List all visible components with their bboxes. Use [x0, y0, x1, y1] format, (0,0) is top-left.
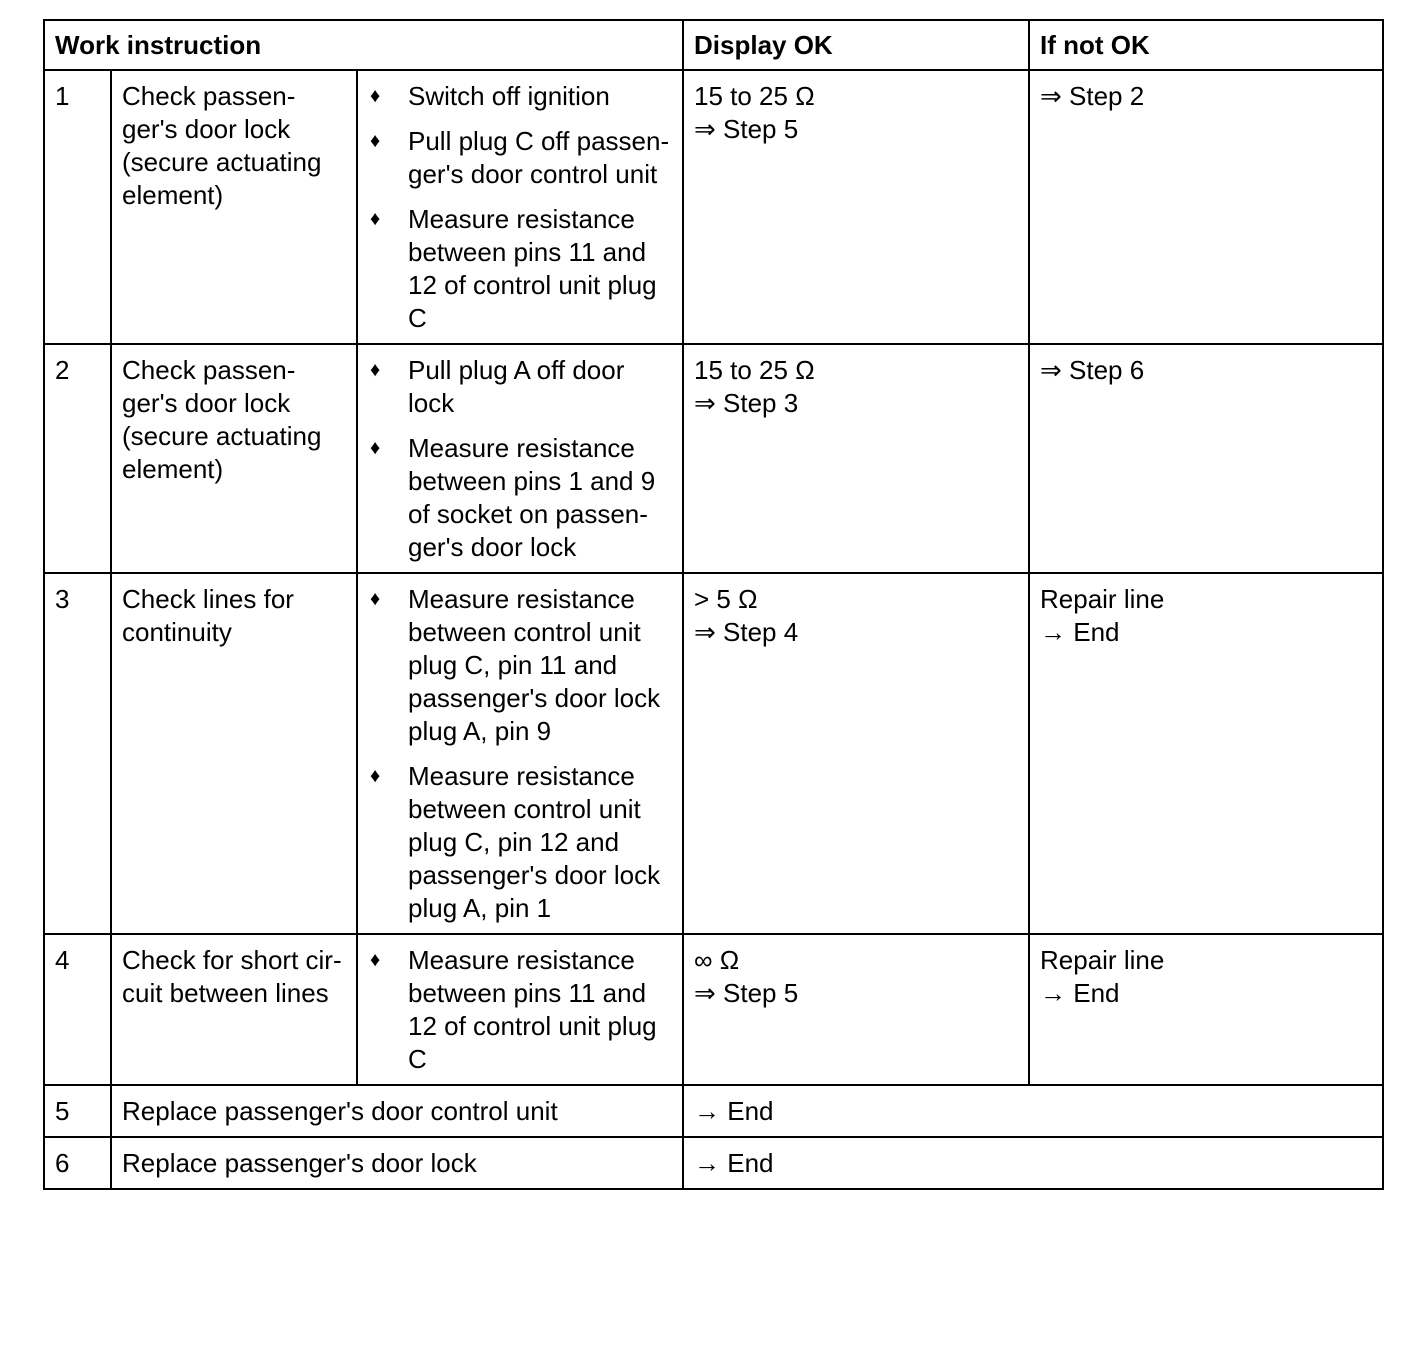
diamond-bullet-icon: ♦: [370, 949, 381, 971]
step-title: [111, 573, 357, 934]
if-not-ok-line: Repair line: [1040, 945, 1165, 975]
if-not-ok-line: ⇒ Step 2: [1040, 81, 1145, 111]
action-line: plug A, pin 9: [408, 716, 552, 746]
action-item: [368, 583, 672, 748]
action-line: passenger's door lock: [408, 683, 661, 713]
step-title-line: element): [122, 180, 224, 210]
action-line: Measure resistance: [408, 584, 635, 614]
action-item: [368, 944, 672, 1076]
action-line: lock: [408, 388, 455, 418]
if-not-ok-line: Repair line: [1040, 584, 1165, 614]
final-step-instruction: Replace passenger's door control unit: [111, 1085, 683, 1137]
final-step-instruction: Replace passenger's door lock: [111, 1137, 683, 1189]
if-not-ok-cell: [1029, 344, 1383, 573]
step-title: [111, 344, 357, 573]
action-line: ger's door lock: [408, 532, 577, 562]
step-number: 4: [44, 934, 111, 1085]
action-line: between control unit: [408, 794, 641, 824]
step-title-line: continuity: [122, 617, 232, 647]
step-title: [111, 934, 357, 1085]
action-item: [368, 125, 672, 191]
action-line: plug C, pin 12 and: [408, 827, 620, 857]
if-not-ok-cell: [1029, 573, 1383, 934]
diamond-bullet-icon: ♦: [370, 359, 381, 381]
display-ok-cell: [683, 934, 1029, 1085]
diamond-bullet-icon: ♦: [370, 85, 381, 107]
step-row: [44, 344, 1383, 573]
header-if-not-ok: If not OK: [1029, 20, 1383, 70]
action-item: [368, 80, 672, 113]
step-row: [44, 573, 1383, 934]
step-actions: [357, 934, 683, 1085]
final-step-row: [44, 1085, 1383, 1137]
step-title-line: Check passen-: [122, 81, 296, 111]
step-row: [44, 70, 1383, 344]
action-list: [368, 583, 672, 925]
steps-body: [44, 70, 1383, 1189]
action-line: between pins 11 and: [408, 237, 647, 267]
final-step-result: → End: [683, 1137, 1383, 1189]
action-line: Switch off ignition: [408, 81, 610, 111]
header-display-ok: Display OK: [683, 20, 1029, 70]
step-title-line: Check passen-: [122, 355, 296, 385]
action-list: [368, 80, 672, 335]
action-item: [368, 354, 672, 420]
action-line: passenger's door lock: [408, 860, 661, 890]
action-item: [368, 203, 672, 335]
work-instruction-table: [43, 19, 1384, 1190]
action-line: 12 of control unit plug: [408, 270, 657, 300]
header-row: [44, 20, 1383, 70]
step-actions: [357, 573, 683, 934]
action-line: C: [408, 303, 427, 333]
step-actions: [357, 344, 683, 573]
step-number: 1: [44, 70, 111, 344]
action-list: [368, 354, 672, 564]
diamond-bullet-icon: ♦: [370, 765, 381, 787]
action-line: Pull plug A off door: [408, 355, 625, 385]
action-line: between pins 1 and 9: [408, 466, 656, 496]
action-line: between pins 11 and: [408, 978, 647, 1008]
action-line: Measure resistance: [408, 204, 635, 234]
display-ok-line: 15 to 25 Ω: [694, 355, 815, 385]
display-ok-line: > 5 Ω: [694, 584, 758, 614]
diamond-bullet-icon: ♦: [370, 437, 381, 459]
if-not-ok-cell: [1029, 934, 1383, 1085]
step-title: [111, 70, 357, 344]
action-line: Measure resistance: [408, 761, 635, 791]
step-title-line: ger's door lock: [122, 114, 291, 144]
header-work-instruction: Work instruction: [44, 20, 683, 70]
action-line: plug C, pin 11 and: [408, 650, 618, 680]
action-line: 12 of control unit plug: [408, 1011, 657, 1041]
step-number: 6: [44, 1137, 111, 1189]
diamond-bullet-icon: ♦: [370, 588, 381, 610]
step-actions: [357, 70, 683, 344]
step-title-line: ger's door lock: [122, 388, 291, 418]
step-row: [44, 934, 1383, 1085]
display-ok-line: ⇒ Step 5: [694, 978, 799, 1008]
action-line: plug A, pin 1: [408, 893, 552, 923]
if-not-ok-cell: [1029, 70, 1383, 344]
display-ok-line: ∞ Ω: [694, 945, 740, 975]
diamond-bullet-icon: ♦: [370, 130, 381, 152]
action-line: between control unit: [408, 617, 641, 647]
display-ok-cell: [683, 344, 1029, 573]
step-title-line: cuit between lines: [122, 978, 329, 1008]
display-ok-line: ⇒ Step 5: [694, 114, 799, 144]
action-line: Measure resistance: [408, 433, 635, 463]
action-line: Pull plug C off passen-: [408, 126, 670, 156]
step-title-line: Check for short cir-: [122, 945, 342, 975]
display-ok-line: 15 to 25 Ω: [694, 81, 815, 111]
step-number: 2: [44, 344, 111, 573]
final-step-row: [44, 1137, 1383, 1189]
action-line: C: [408, 1044, 427, 1074]
display-ok-cell: [683, 70, 1029, 344]
action-line: ger's door control unit: [408, 159, 658, 189]
display-ok-line: ⇒ Step 4: [694, 617, 799, 647]
final-step-result: → End: [683, 1085, 1383, 1137]
diamond-bullet-icon: ♦: [370, 208, 381, 230]
step-title-line: (secure actuating: [122, 421, 322, 451]
step-title-line: element): [122, 454, 224, 484]
display-ok-line: ⇒ Step 3: [694, 388, 799, 418]
step-number: 5: [44, 1085, 111, 1137]
if-not-ok-line: → End: [1040, 978, 1120, 1008]
display-ok-cell: [683, 573, 1029, 934]
action-list: [368, 944, 672, 1076]
step-number: 3: [44, 573, 111, 934]
action-item: [368, 760, 672, 925]
action-line: of socket on passen-: [408, 499, 648, 529]
action-item: [368, 432, 672, 564]
step-title-line: (secure actuating: [122, 147, 322, 177]
if-not-ok-line: → End: [1040, 617, 1120, 647]
step-title-line: Check lines for: [122, 584, 294, 614]
if-not-ok-line: ⇒ Step 6: [1040, 355, 1145, 385]
action-line: Measure resistance: [408, 945, 635, 975]
